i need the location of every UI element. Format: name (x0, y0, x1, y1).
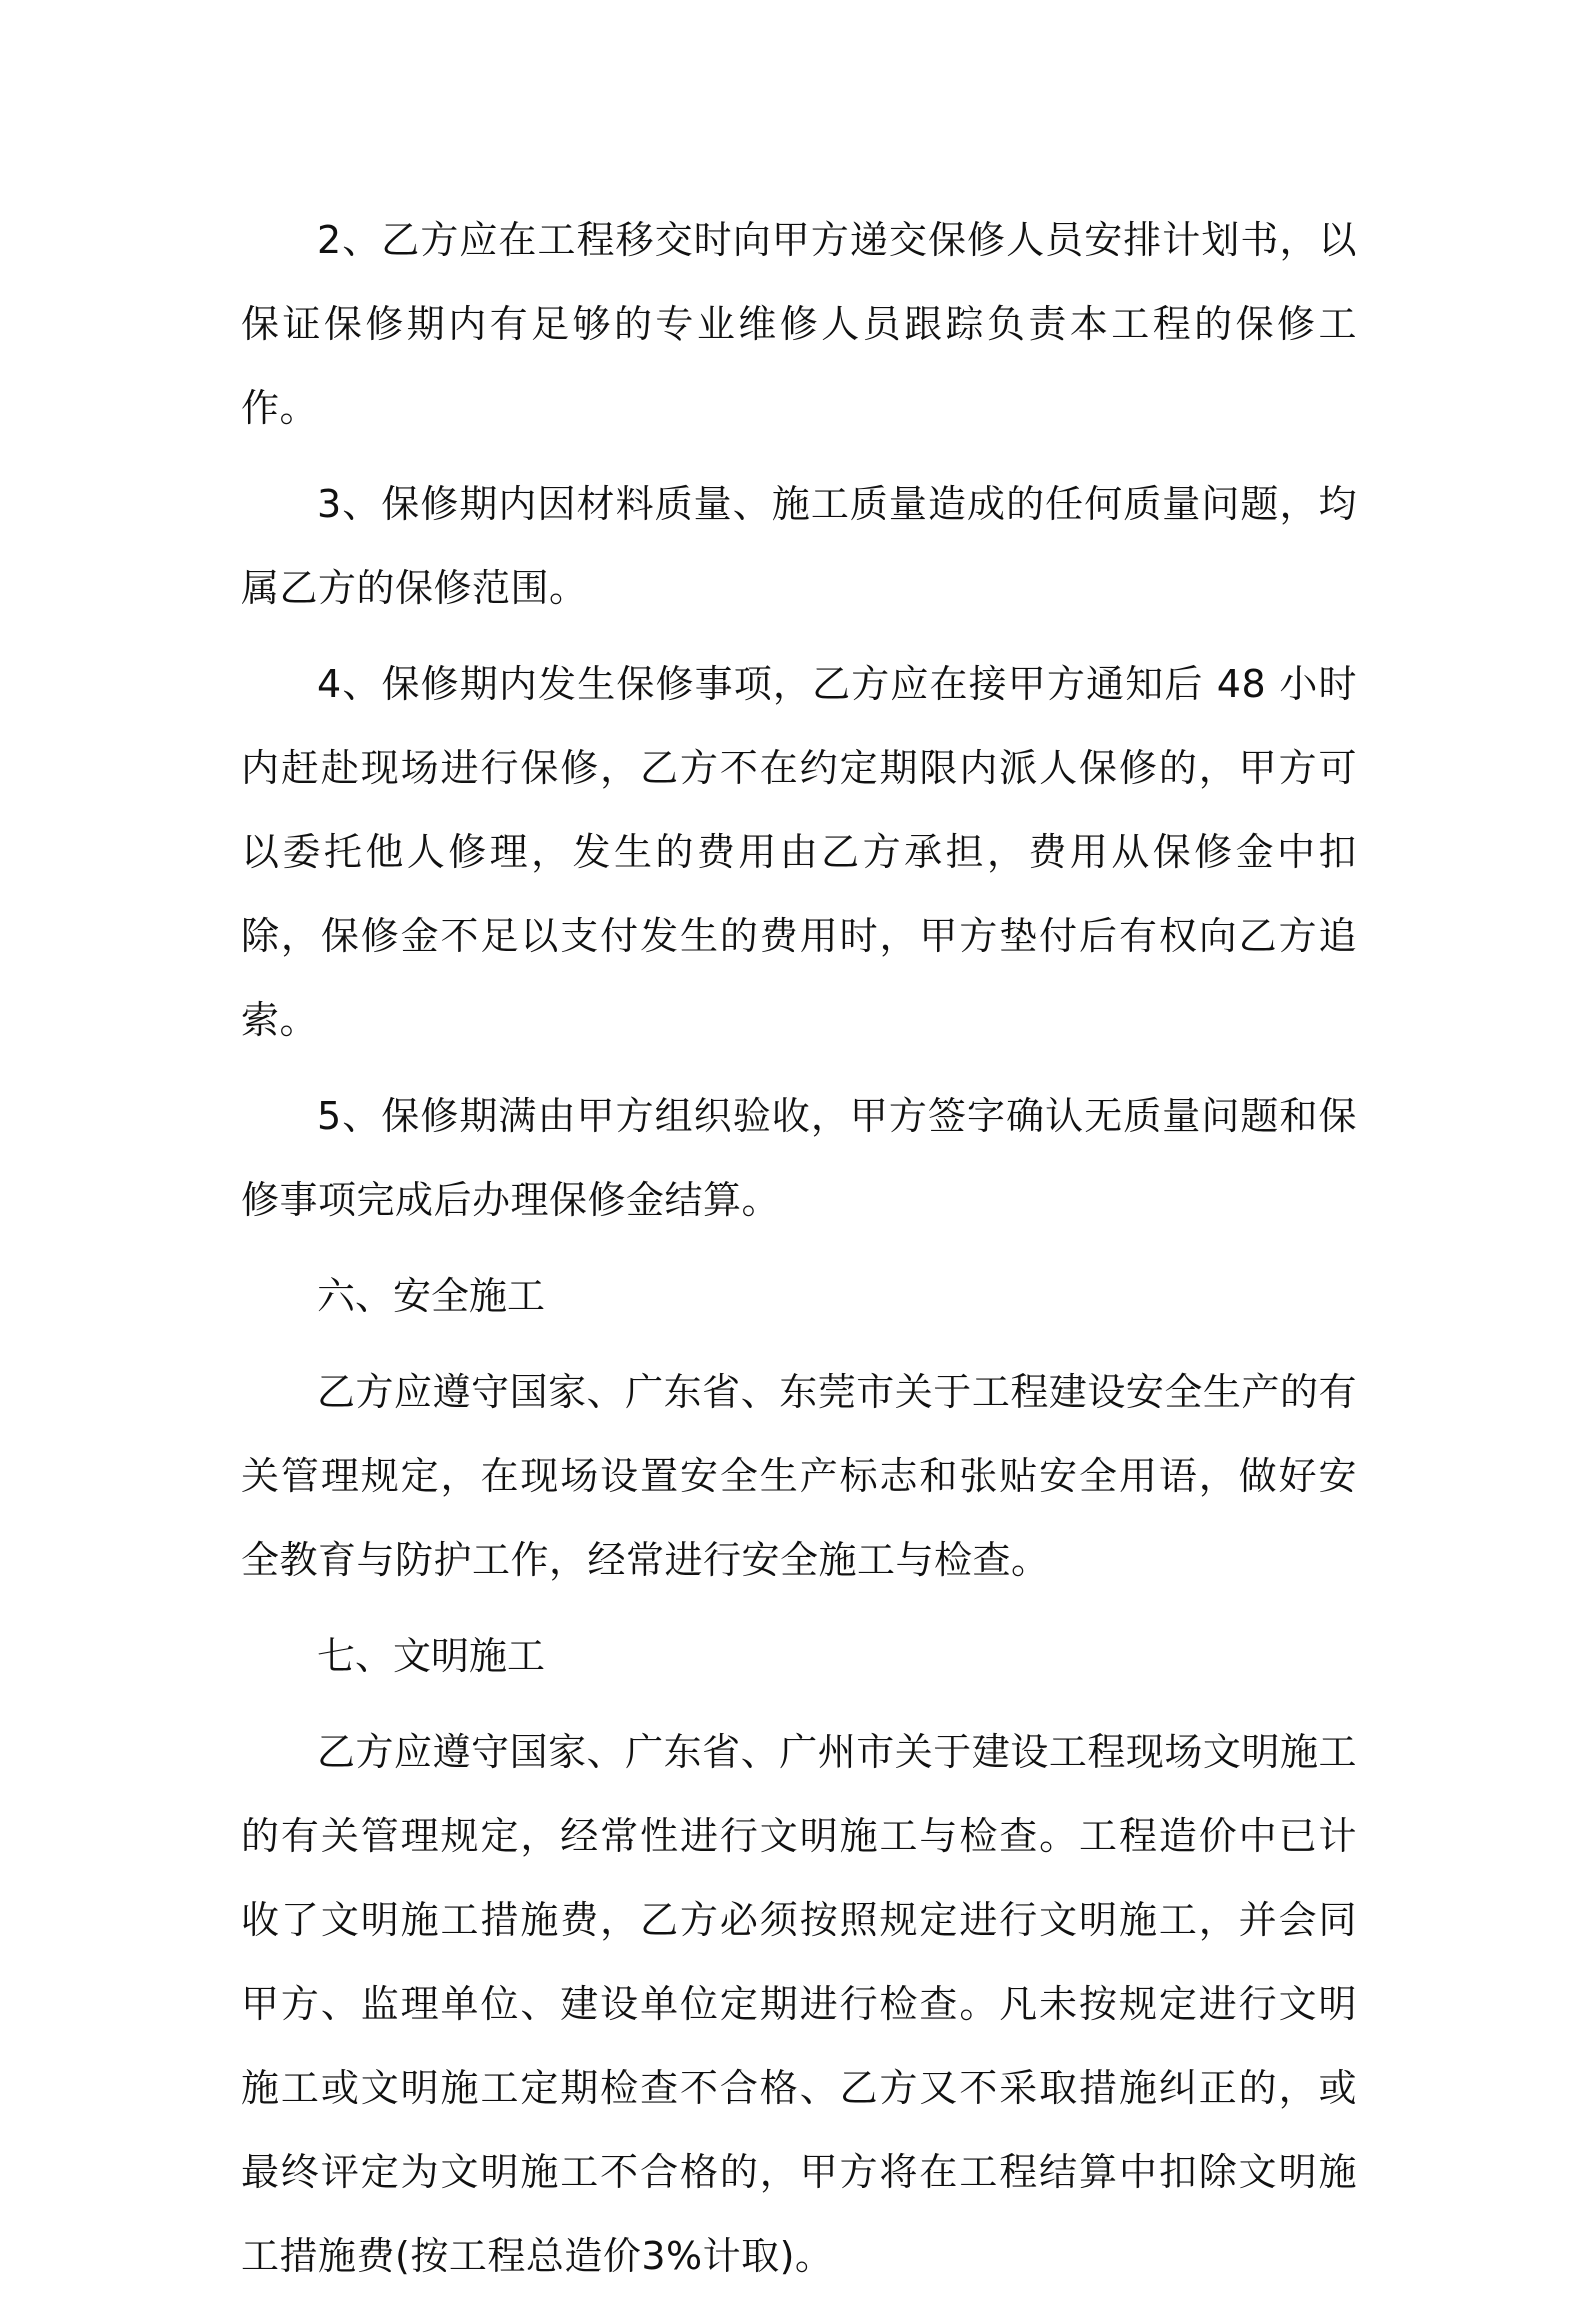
paragraph-warranty-response: 4、保修期内发生保修事项，乙方应在接甲方通知后 48 小时内赶赴现场进行保修，乙方不在约定期限内派人保修的，甲方可以委托他人修理，发生的费用由乙方承担，费用从保修金中扣除，保修金不足以支付发生的费用时，甲方垫付后有权向乙方追索。 (241, 662, 1357, 1042)
paragraph-safety: 乙方应遵守国家、广东省、东莞市关于工程建设安全生产的有关管理规定，在现场设置安全生产标志和张贴安全用语，做好安全教育与防护工作，经常进行安全施工与检查。 (241, 1370, 1357, 1582)
section-heading-safety: 六、安全施工 (317, 1274, 546, 1318)
paragraph-warranty-settlement: 5、保修期满由甲方组织验收，甲方签字确认无质量问题和保修事项完成后办理保修金结算。 (241, 1094, 1357, 1222)
paragraph-warranty-plan: 2、乙方应在工程移交时向甲方递交保修人员安排计划书，以保证保修期内有足够的专业维修人员跟踪负责本工程的保修工作。 (241, 218, 1357, 430)
document-page (241, 198, 1357, 2310)
paragraph-civilized: 乙方应遵守国家、广东省、广州市关于建设工程现场文明施工的有关管理规定，经常性进行文明施工与检查。工程造价中已计收了文明施工措施费，乙方必须按照规定进行文明施工，并会同甲方、监理单位、建设单位定期进行检查。凡未按规定进行文明施工或文明施工定期检查不合格、乙方又不采取措施纠正的，或最终评定为文明施工不合格的，甲方将在工程结算中扣除文明施工措施费(按工程总造价3%计取)。 (241, 1730, 1357, 2278)
section-heading-civilized: 七、文明施工 (317, 1634, 546, 1678)
paragraph-warranty-scope: 3、保修期内因材料质量、施工质量造成的任何质量问题，均属乙方的保修范围。 (241, 482, 1357, 610)
